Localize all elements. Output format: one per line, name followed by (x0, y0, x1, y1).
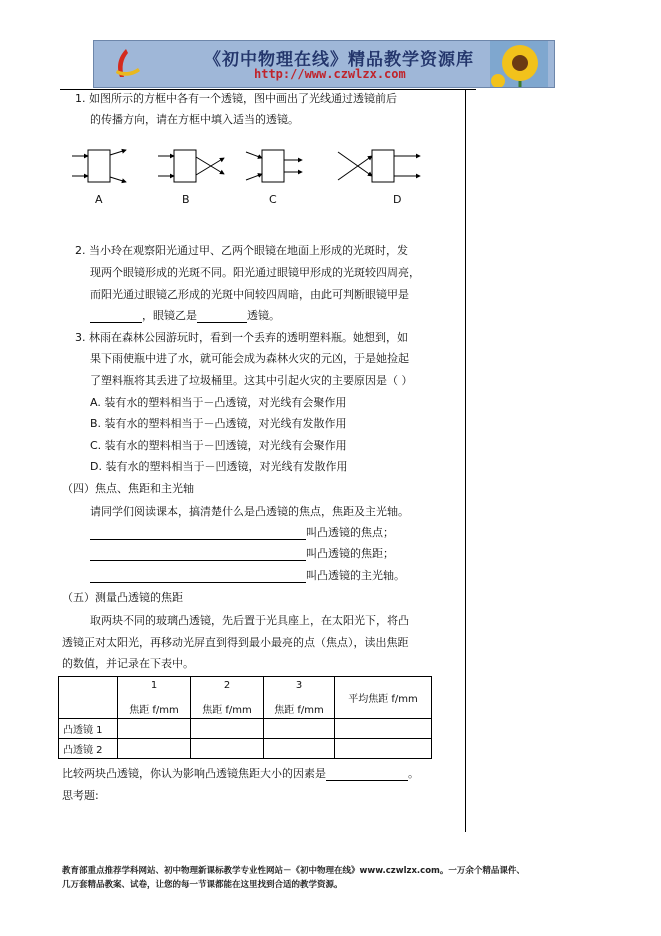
focus-blank[interactable] (90, 527, 306, 540)
banner-title: 《初中物理在线》精品教学资源库 (204, 50, 474, 70)
q2-blank-2[interactable] (197, 310, 247, 323)
q2-line4 (90, 309, 280, 323)
q1-label-b: B (182, 193, 190, 206)
q2-line1: 2. 当小玲在观察阳光通过甲、乙两个眼镜在地面上形成的光斑时，发 (75, 244, 408, 257)
table-cell[interactable] (118, 719, 191, 739)
q3-line2: 果下雨使瓶中进了水，就可能会成为森林火灾的元凶，于是她捡起 (90, 352, 409, 365)
site-logo-icon (108, 47, 144, 81)
q1-label-a: A (95, 193, 103, 206)
focal-length-table (58, 676, 432, 759)
q3-option-b: B. 装有水的塑料相当于－凸透镜，对光线有发散作用 (90, 417, 347, 430)
q2-line3: 而阳光通过眼镜乙形成的光斑中间较四周暗，由此可判断眼镜甲是 (90, 288, 409, 301)
diagram-c (246, 150, 302, 182)
table-header-avg: 平均焦距 f/mm (335, 677, 432, 719)
trial-number: 2 (223, 679, 231, 691)
section5-p1: 取两块不同的玻璃凸透镜，先后置于光具座上，在太阳光下，将凸 (90, 614, 409, 627)
table-cell[interactable] (264, 739, 335, 759)
banner-url: http://www.czwlzx.com (254, 67, 406, 81)
q3-option-d: D. 装有水的塑料相当于－凹透镜，对光线有发散作用 (90, 460, 348, 473)
diagram-a (72, 150, 126, 182)
table-corner-cell (59, 677, 118, 719)
focal-length-label: 叫凸透镜的焦距； (306, 547, 394, 560)
q1-label-d: D (393, 193, 402, 206)
focal-length-blank[interactable] (90, 548, 306, 561)
table-cell[interactable] (335, 739, 432, 759)
trial-unit: 焦距 f/mm (129, 704, 179, 716)
table-cell[interactable] (191, 719, 264, 739)
trial-unit: 焦距 f/mm (274, 704, 324, 716)
q1-line1: 1. 如图所示的方框中各有一个透镜，图中画出了光线通过透镜前后 (75, 92, 397, 105)
sunflower-icon (490, 41, 548, 87)
trial-number: 1 (150, 679, 158, 691)
q1-line2: 的传播方向，请在方框中填入适当的透镜。 (90, 113, 299, 126)
table-header-1 (118, 677, 191, 719)
section4-intro: 请同学们阅读课本，搞清楚什么是凸透镜的焦点，焦距及主光轴。 (90, 505, 409, 518)
section5-p2: 透镜正对太阳光，再移动光屏直到得到最小最亮的点（焦点），读出焦距 (62, 636, 409, 649)
section4-fill-2 (90, 547, 394, 561)
compare-line (62, 767, 419, 781)
table-row (59, 719, 432, 739)
section4-heading: （四）焦点、焦距和主光轴 (62, 482, 194, 495)
axis-blank[interactable] (90, 570, 306, 583)
q1-label-c: C (269, 193, 277, 206)
trial-unit: 焦距 f/mm (202, 704, 252, 716)
section4-fill-3 (90, 569, 405, 583)
compare-blank[interactable] (326, 768, 408, 781)
q2-blank-1[interactable] (90, 310, 142, 323)
compare-end: 。 (408, 767, 419, 780)
table-cell[interactable] (335, 719, 432, 739)
q2-line2: 现两个眼镜形成的光斑不同。阳光通过眼镜甲形成的光斑较四周亮， (90, 266, 420, 279)
focus-label: 叫凸透镜的焦点； (306, 526, 394, 539)
table-cell[interactable] (264, 719, 335, 739)
header-rule (60, 89, 476, 90)
section5-heading: （五）测量凸透镜的焦距 (62, 591, 183, 604)
q2-line4-end: 透镜。 (247, 309, 280, 322)
site-banner (93, 40, 555, 88)
q3-option-a: A. 装有水的塑料相当于－凸透镜，对光线有会聚作用 (90, 396, 347, 409)
table-header-3 (264, 677, 335, 719)
table-row (59, 739, 432, 759)
table-cell[interactable] (118, 739, 191, 759)
row-label: 凸透镜 1 (59, 719, 118, 739)
compare-text: 比较两块凸透镜，你认为影响凸透镜焦距大小的因素是 (62, 767, 326, 780)
footer-line-2: 几万套精品教案、试卷，让您的每一节课都能在这里找到合适的教学资源。 (62, 880, 343, 890)
q3-line1: 3. 林雨在森林公园游玩时，看到一个丢弃的透明塑料瓶。她想到，如 (75, 331, 408, 344)
q3-line3: 了塑料瓶将其丢进了垃圾桶里。这其中引起火灾的主要原因是（ ） (90, 374, 413, 387)
table-header-row (59, 677, 432, 719)
row-label: 凸透镜 2 (59, 739, 118, 759)
q3-option-c: C. 装有水的塑料相当于－凹透镜，对光线有会聚作用 (90, 439, 347, 452)
trial-number: 3 (295, 679, 303, 691)
q1-lens-diagram (66, 140, 426, 210)
margin-rule (465, 90, 466, 832)
table-cell[interactable] (191, 739, 264, 759)
diagram-b (158, 150, 224, 182)
axis-label: 叫凸透镜的主光轴。 (306, 569, 405, 582)
q2-line4-mid: ，眼镜乙是 (142, 309, 197, 322)
footer-line-1: 教育部重点推荐学科网站、初中物理新课标教学专业性网站－《初中物理在线》www.czwlzx.com。一万余个精品课件、 (62, 866, 525, 876)
section4-fill-1 (90, 526, 394, 540)
diagram-d (338, 150, 420, 182)
section5-p3: 的数值，并记录在下表中。 (62, 657, 194, 670)
think-heading: 思考题: (62, 789, 99, 802)
table-header-2 (191, 677, 264, 719)
